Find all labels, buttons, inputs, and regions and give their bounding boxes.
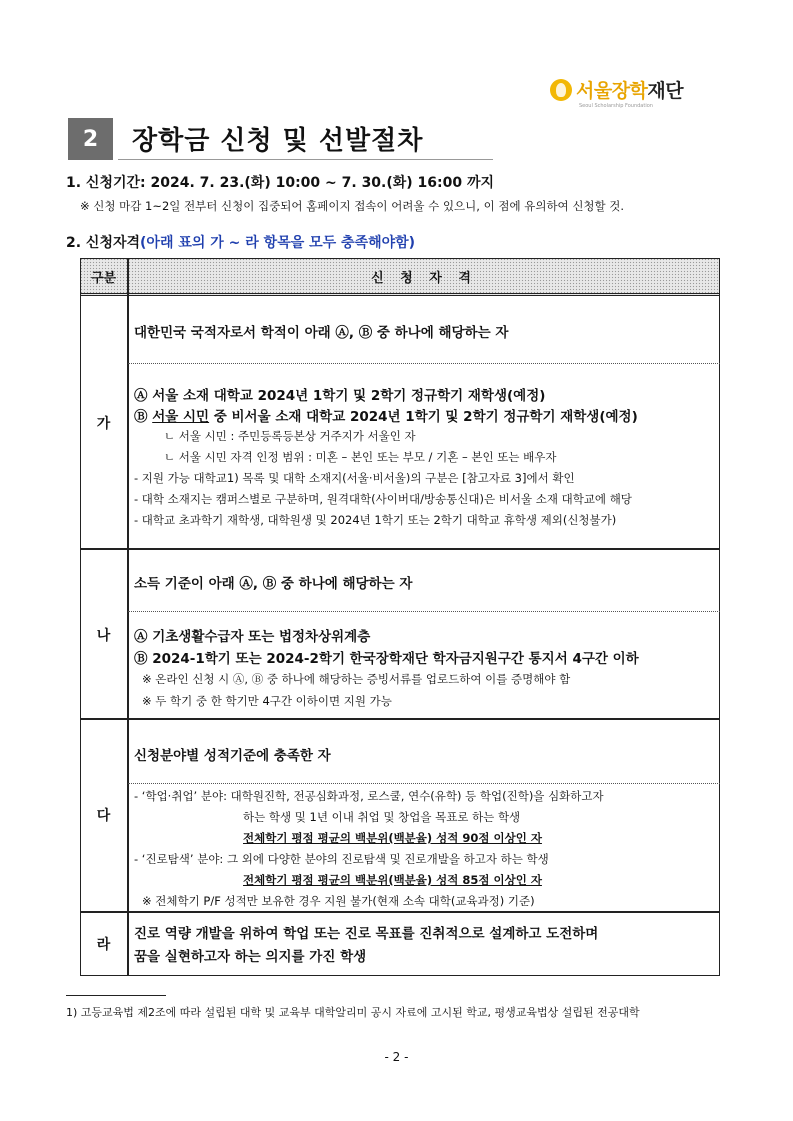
ga-sub-1: ㄴ 서울 시민 : 주민등록등본상 거주지가 서울인 자 [164, 429, 416, 443]
period-note: ※ 신청 마감 1~2일 전부터 신청이 집중되어 홈페이지 접속이 어려울 수 있으니, 이 점에 유의하여 신청할 것. [80, 199, 625, 213]
logo-subtitle: Seoul Scholarship Foundation [579, 103, 653, 109]
table-column-divider [127, 258, 129, 976]
table-header-qualification: 신 청 자 격 [371, 270, 477, 286]
row-label-ra: 라 [96, 937, 111, 953]
da-line-6: ※ 전체학기 P/F 성적만 보유한 경우 지원 불가(현재 소속 대학(교육과정) 기준) [142, 894, 535, 908]
dotted-divider [128, 611, 720, 612]
da-line-2: 하는 학생 및 1년 이내 취업 및 창업을 목표로 하는 학생 [243, 810, 521, 824]
na-main: 소득 기준이 아래 Ⓐ, Ⓑ 중 하나에 해당하는 자 [134, 576, 413, 592]
row-label-na: 나 [96, 628, 111, 644]
na-note-2: ※ 두 학기 중 한 학기만 4구간 이하이면 지원 가능 [142, 694, 392, 708]
da-line-3: 전체학기 평점 평균의 백분위(백분율) 성적 90점 이상인 자 [243, 831, 542, 845]
ga-detail-2: - 대학 소재지는 캠퍼스별로 구분하며, 원격대학(사이버대/방송통신대)은 비서울 소재 대학교에 해당 [134, 492, 632, 506]
da-line-5: 전체학기 평점 평균의 백분위(백분율) 성적 85점 이상인 자 [243, 873, 542, 887]
qualification-heading: 2. 신청자격(아래 표의 가 ~ 라 항목을 모두 충족해야함) [66, 235, 416, 251]
section-number: 2 [68, 118, 113, 160]
ga-detail-1: - 지원 가능 대학교1) 목록 및 대학 소재지(서울·비서울)의 구분은 [참고자료 3]에서 확인 [134, 471, 575, 485]
da-line-4: - ‘진로탐색’ 분야: 그 외에 다양한 분야의 진로탐색 및 진로개발을 하고자 하는 학생 [134, 852, 549, 866]
na-note-1: ※ 온라인 신청 시 Ⓐ, Ⓑ 중 하나에 해당하는 증빙서류를 업로드하여 이를 증명해야 함 [142, 672, 571, 686]
period-heading: 1. 신청기간: 2024. 7. 23.(화) 10:00 ~ 7. 30.(화) 16:00 까지 [66, 175, 495, 191]
logo-text: 서울장학재단 [576, 80, 684, 102]
ra-line-2: 꿈을 실현하고자 하는 의지를 가진 학생 [134, 949, 367, 965]
na-option-b: Ⓑ 2024-1학기 또는 2024-2학기 한국장학재단 학자금지원구간 통지서 4구간 이하 [134, 651, 639, 667]
qualification-table [80, 258, 720, 976]
foundation-logo [550, 76, 684, 109]
page-number: - 2 - [384, 1050, 409, 1064]
da-line-1: - ‘학업·취업’ 분야: 대학원진학, 전공심화과정, 로스쿨, 연수(유학) 등 학업(진학)을 심화하고자 [134, 789, 604, 803]
row-label-da: 다 [96, 808, 111, 824]
dotted-divider [128, 783, 720, 784]
section-title: 장학금 신청 및 선발절차 [132, 126, 424, 156]
logo-mark-icon [550, 79, 572, 101]
row-divider [80, 548, 720, 550]
row-divider [80, 718, 720, 720]
section-underline [118, 159, 493, 160]
ga-main: 대한민국 국적자로서 학적이 아래 Ⓐ, Ⓑ 중 하나에 해당하는 자 [134, 325, 509, 341]
dotted-divider [128, 363, 720, 364]
na-option-a: Ⓐ 기초생활수급자 또는 법정차상위계층 [134, 629, 371, 645]
footnote: 1) 고등교육법 제2조에 따라 설립된 대학 및 교육부 대학알리미 공시 자료에 고시된 학교, 평생교육법상 설립된 전공대학 [66, 1006, 640, 1019]
row-label-ga: 가 [96, 416, 111, 432]
footnote-separator [66, 995, 166, 996]
ga-option-b: Ⓑ 서울 시민 중 비서울 소재 대학교 2024년 1학기 및 2학기 정규학기 재학생(예정) [134, 409, 638, 425]
ga-option-a: Ⓐ 서울 소재 대학교 2024년 1학기 및 2학기 정규학기 재학생(예정) [134, 388, 546, 404]
ga-sub-2: ㄴ 서울 시민 자격 인정 범위 : 미혼 – 본인 또는 부모 / 기혼 – 본인 또는 배우자 [164, 450, 557, 464]
ga-detail-3: - 대학교 초과학기 재학생, 대학원생 및 2024년 1학기 또는 2학기 대학교 휴학생 제외(신청불가) [134, 513, 617, 527]
table-header-category: 구분 [90, 270, 117, 286]
da-main: 신청분야별 성적기준에 충족한 자 [134, 748, 331, 764]
ra-line-1: 진로 역량 개발을 위하여 학업 또는 진로 목표를 진취적으로 설계하고 도전하며 [134, 926, 599, 942]
row-divider [80, 911, 720, 913]
